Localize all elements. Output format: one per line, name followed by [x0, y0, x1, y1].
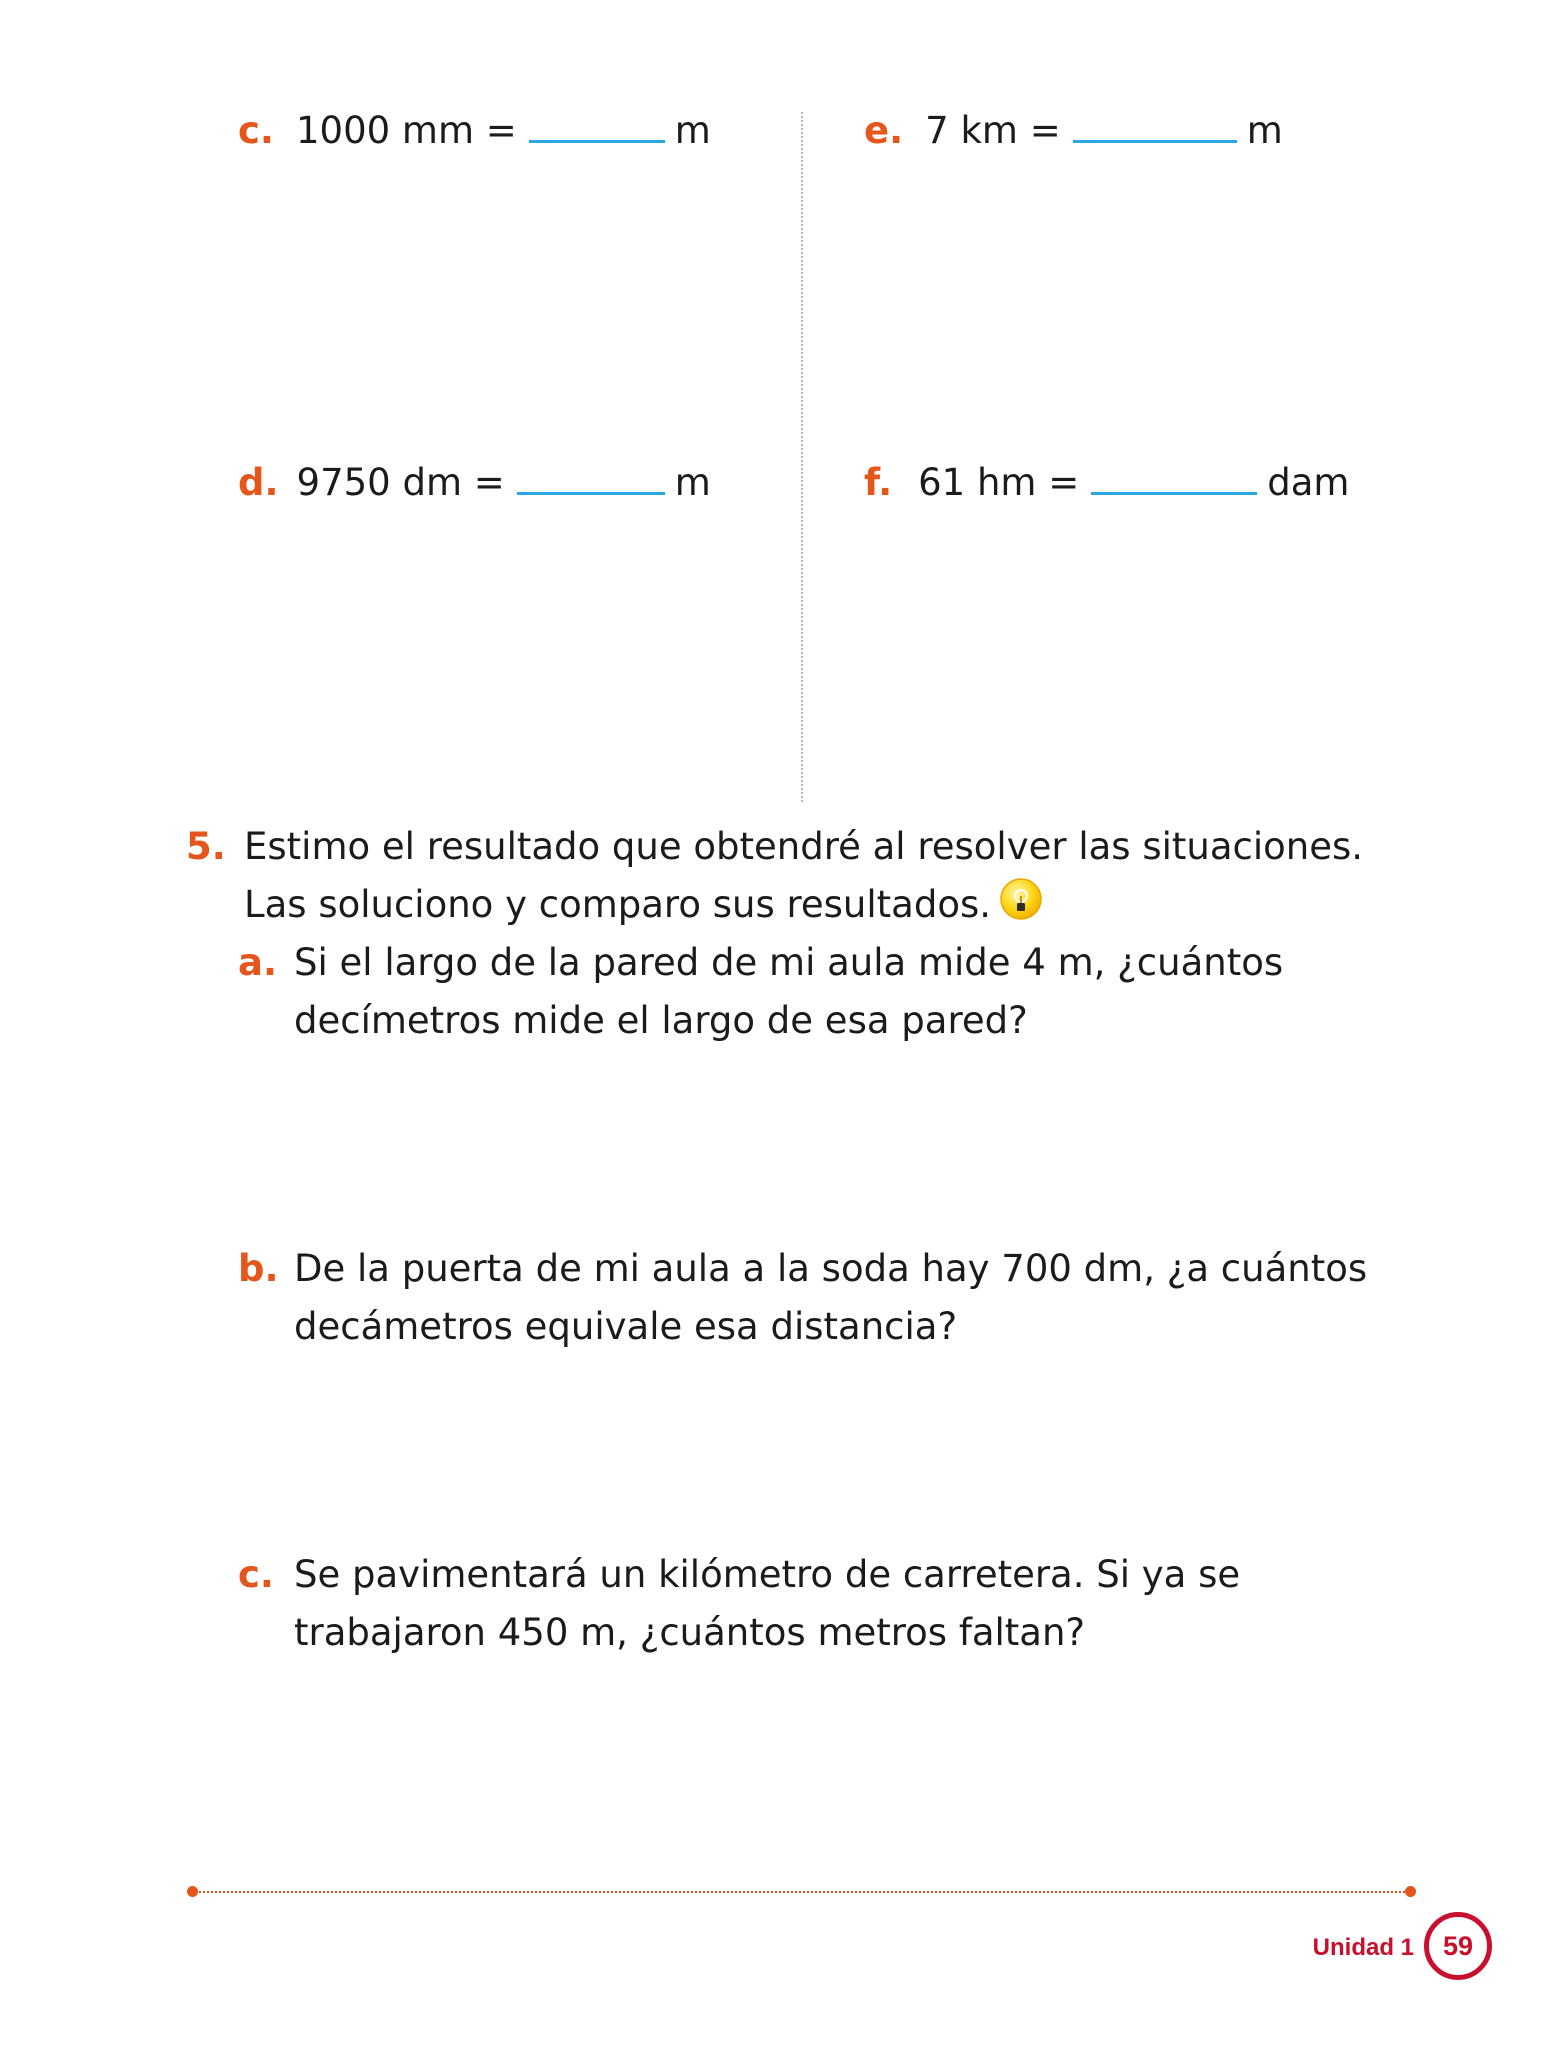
- exercise-expression: 7 km =: [925, 109, 1061, 152]
- exercise-unit: dam: [1267, 461, 1350, 504]
- exercise-letter: e.: [864, 109, 904, 152]
- exercise-unit: m: [1246, 109, 1283, 152]
- answer-blank[interactable]: [1091, 460, 1257, 495]
- exercise-expression: 9750 dm =: [296, 461, 505, 504]
- footer-dot-right: [1405, 1886, 1416, 1897]
- item-text: Se pavimentará un kilómetro de carretera. Si ya se trabajaron 450 m, ¿cuántos metros faltan?: [294, 1553, 1241, 1654]
- answer-blank[interactable]: [529, 108, 665, 143]
- item-letter: a.: [238, 941, 278, 984]
- item-text: De la puerta de mi aula a la soda hay 700 dm, ¿a cuántos decámetros equivale esa distancia?: [294, 1247, 1368, 1348]
- question-number: 5.: [186, 825, 226, 868]
- unit-label: Unidad 1: [1312, 1934, 1414, 1961]
- exercise-letter: f.: [864, 461, 893, 504]
- exercise-unit: m: [674, 461, 711, 504]
- item-letter: c.: [238, 1553, 274, 1596]
- item-text: Si el largo de la pared de mi aula mide 4 m, ¿cuántos decímetros mide el largo de esa pared?: [294, 941, 1284, 1042]
- exercise-letter: d.: [238, 461, 279, 504]
- footer-dotted-line: [192, 1891, 1412, 1893]
- item-letter: b.: [238, 1247, 279, 1290]
- exercise-c: [238, 108, 711, 153]
- lightbulb-icon: [999, 877, 1043, 921]
- page-number: 59: [1442, 1930, 1474, 1961]
- exercise-unit: m: [674, 109, 711, 152]
- question-text-wrapper: [244, 818, 1424, 934]
- page-number-badge: [1424, 1912, 1492, 1980]
- exercise-expression: 1000 mm =: [296, 109, 517, 152]
- exercise-d: [238, 460, 711, 505]
- question-text: Estimo el resultado que obtendré al resolver las situaciones. Las soluciono y comparo sus resultados.: [244, 825, 1364, 926]
- exercise-f: [864, 460, 1349, 505]
- answer-blank[interactable]: [517, 460, 665, 495]
- exercise-expression: 61 hm =: [918, 461, 1080, 504]
- exercise-letter: c.: [238, 109, 274, 152]
- answer-blank[interactable]: [1073, 108, 1237, 143]
- column-divider: [801, 112, 803, 802]
- exercise-e: [864, 108, 1283, 153]
